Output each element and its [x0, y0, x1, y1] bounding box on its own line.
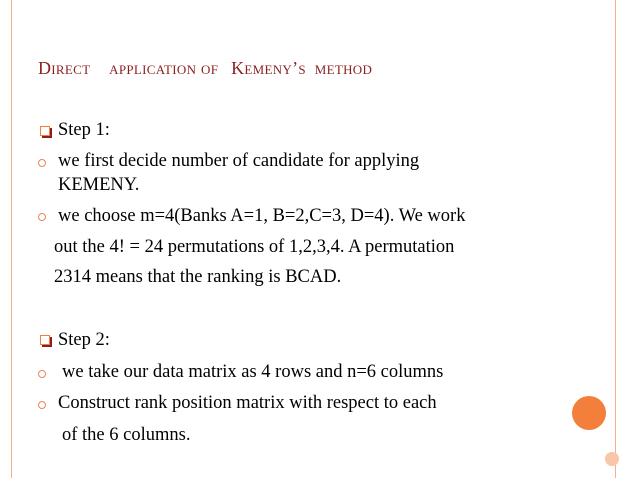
- slide-title: [38, 58, 376, 79]
- decorative-circle-small: [605, 452, 619, 466]
- circle-bullet-icon: [38, 401, 46, 409]
- step-2-heading: Step 2:: [58, 330, 110, 350]
- checkbox-bullet-icon: [40, 335, 50, 345]
- title-part-2: application of: [109, 58, 219, 78]
- body-line: KEMENY.: [58, 175, 140, 195]
- circle-bullet-icon: [38, 370, 46, 378]
- checkbox-bullet-icon: [40, 126, 50, 136]
- left-border-line: [11, 0, 12, 478]
- circle-bullet-icon: [38, 213, 46, 221]
- body-line: we choose m=4(Banks A=1, B=2,C=3, D=4). We work: [58, 206, 466, 226]
- body-line: out the 4! = 24 permutations of 1,2,3,4. A permutation: [54, 237, 455, 257]
- body-line: we first decide number of candidate for applying: [58, 151, 420, 171]
- body-line: Construct rank position matrix with respect to each: [58, 393, 437, 413]
- step-1-heading: Step 1:: [58, 120, 110, 140]
- body-line: we take our data matrix as 4 rows and n=6 columns: [62, 362, 444, 382]
- body-line: of the 6 columns.: [62, 425, 191, 445]
- decorative-circle-large: [572, 396, 606, 430]
- title-part-4: method: [314, 58, 373, 78]
- title-part-3: Kemeny’s: [231, 58, 306, 78]
- body-line: 2314 means that the ranking is BCAD.: [54, 267, 342, 287]
- right-border-line: [615, 0, 616, 478]
- title-part-1: Direct: [38, 58, 91, 78]
- circle-bullet-icon: [38, 159, 46, 167]
